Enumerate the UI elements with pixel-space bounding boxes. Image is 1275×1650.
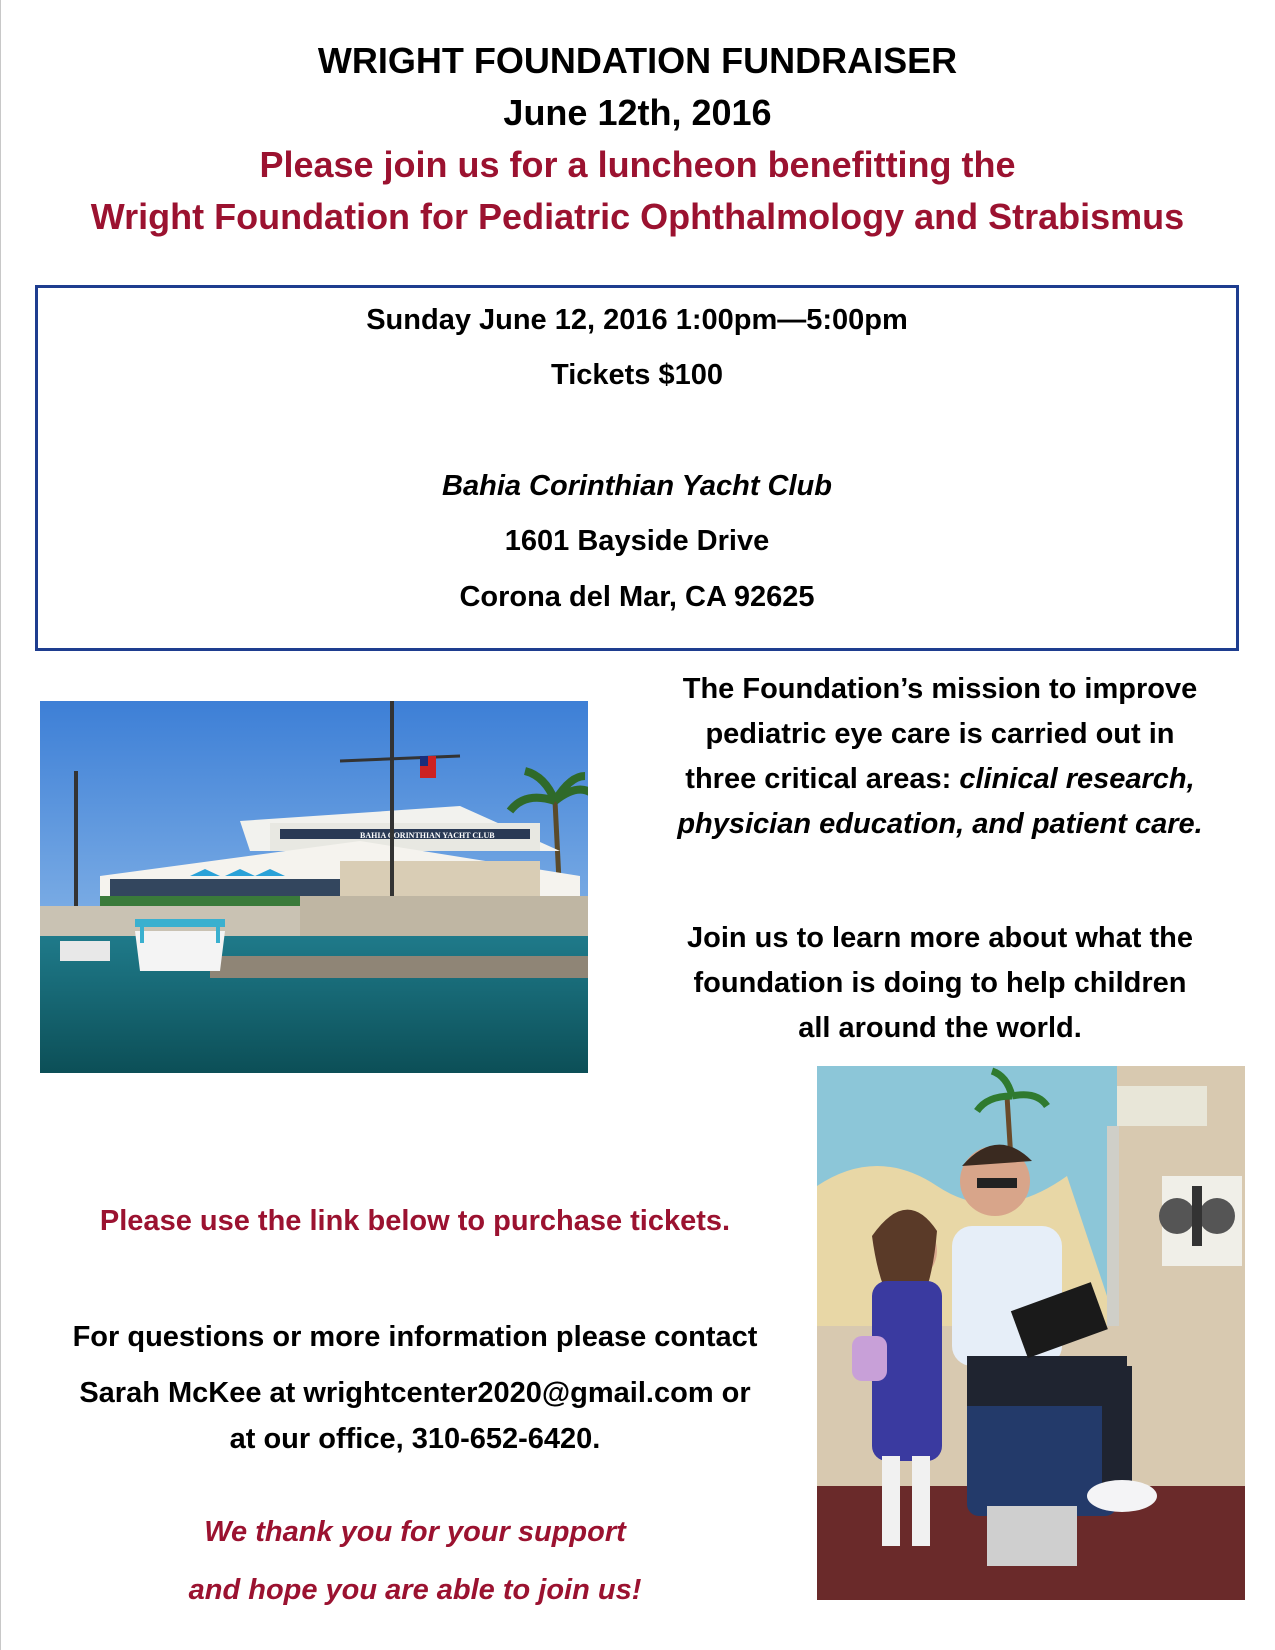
event-time: Sunday June 12, 2016 1:00pm—5:00pm: [366, 304, 908, 336]
contact-line-2: Sarah McKee at wrightcenter2020@gmail.com or: [79, 1377, 751, 1409]
contact-line-3: at our office, 310-652-6420.: [229, 1423, 601, 1455]
thanks-line-2: and hope you are able to join us!: [188, 1574, 642, 1606]
yacht-club-sign: BAHIA CORINTHIAN YACHT CLUB: [360, 831, 495, 840]
join-line: Join us to learn more about what the: [687, 922, 1193, 954]
join-line: foundation is doing to help children: [693, 967, 1187, 999]
venue-city: Corona del Mar, CA 92625: [459, 581, 815, 613]
contact-line-1: For questions or more information please contact: [72, 1321, 758, 1353]
eye-exam-illustration: [817, 1066, 1245, 1600]
mission-line: physician education, and patient care.: [677, 808, 1203, 840]
page-title: WRIGHT FOUNDATION FUNDRAISER: [317, 40, 958, 81]
mission-line: [640, 757, 1240, 802]
thanks-line-1: We thank you for your support: [204, 1516, 626, 1548]
mission-text: three critical areas:: [685, 763, 960, 795]
invite-line-2: Wright Foundation for Pediatric Ophthalmology and Strabismus: [90, 196, 1185, 237]
event-date: June 12th, 2016: [503, 92, 772, 133]
venue-name: Bahia Corinthian Yacht Club: [442, 470, 832, 502]
invite-line-1: Please join us for a luncheon benefitting the: [259, 144, 1016, 185]
join-paragraph: [640, 916, 1240, 1051]
ticket-price: Tickets $100: [551, 359, 723, 391]
purchase-note: Please use the link below to purchase tickets.: [99, 1205, 731, 1237]
yacht-club-photo: [40, 701, 588, 1073]
yacht-club-illustration: [40, 701, 588, 1073]
mission-line: The Foundation’s mission to improve: [682, 673, 1198, 705]
join-line: all around the world.: [798, 1012, 1082, 1044]
mission-areas-text: clinical research,: [959, 763, 1195, 795]
venue-street: 1601 Bayside Drive: [504, 525, 770, 557]
mission-paragraph: [640, 667, 1240, 847]
eye-exam-photo: [817, 1066, 1245, 1600]
mission-line: pediatric eye care is carried out in: [705, 718, 1175, 750]
